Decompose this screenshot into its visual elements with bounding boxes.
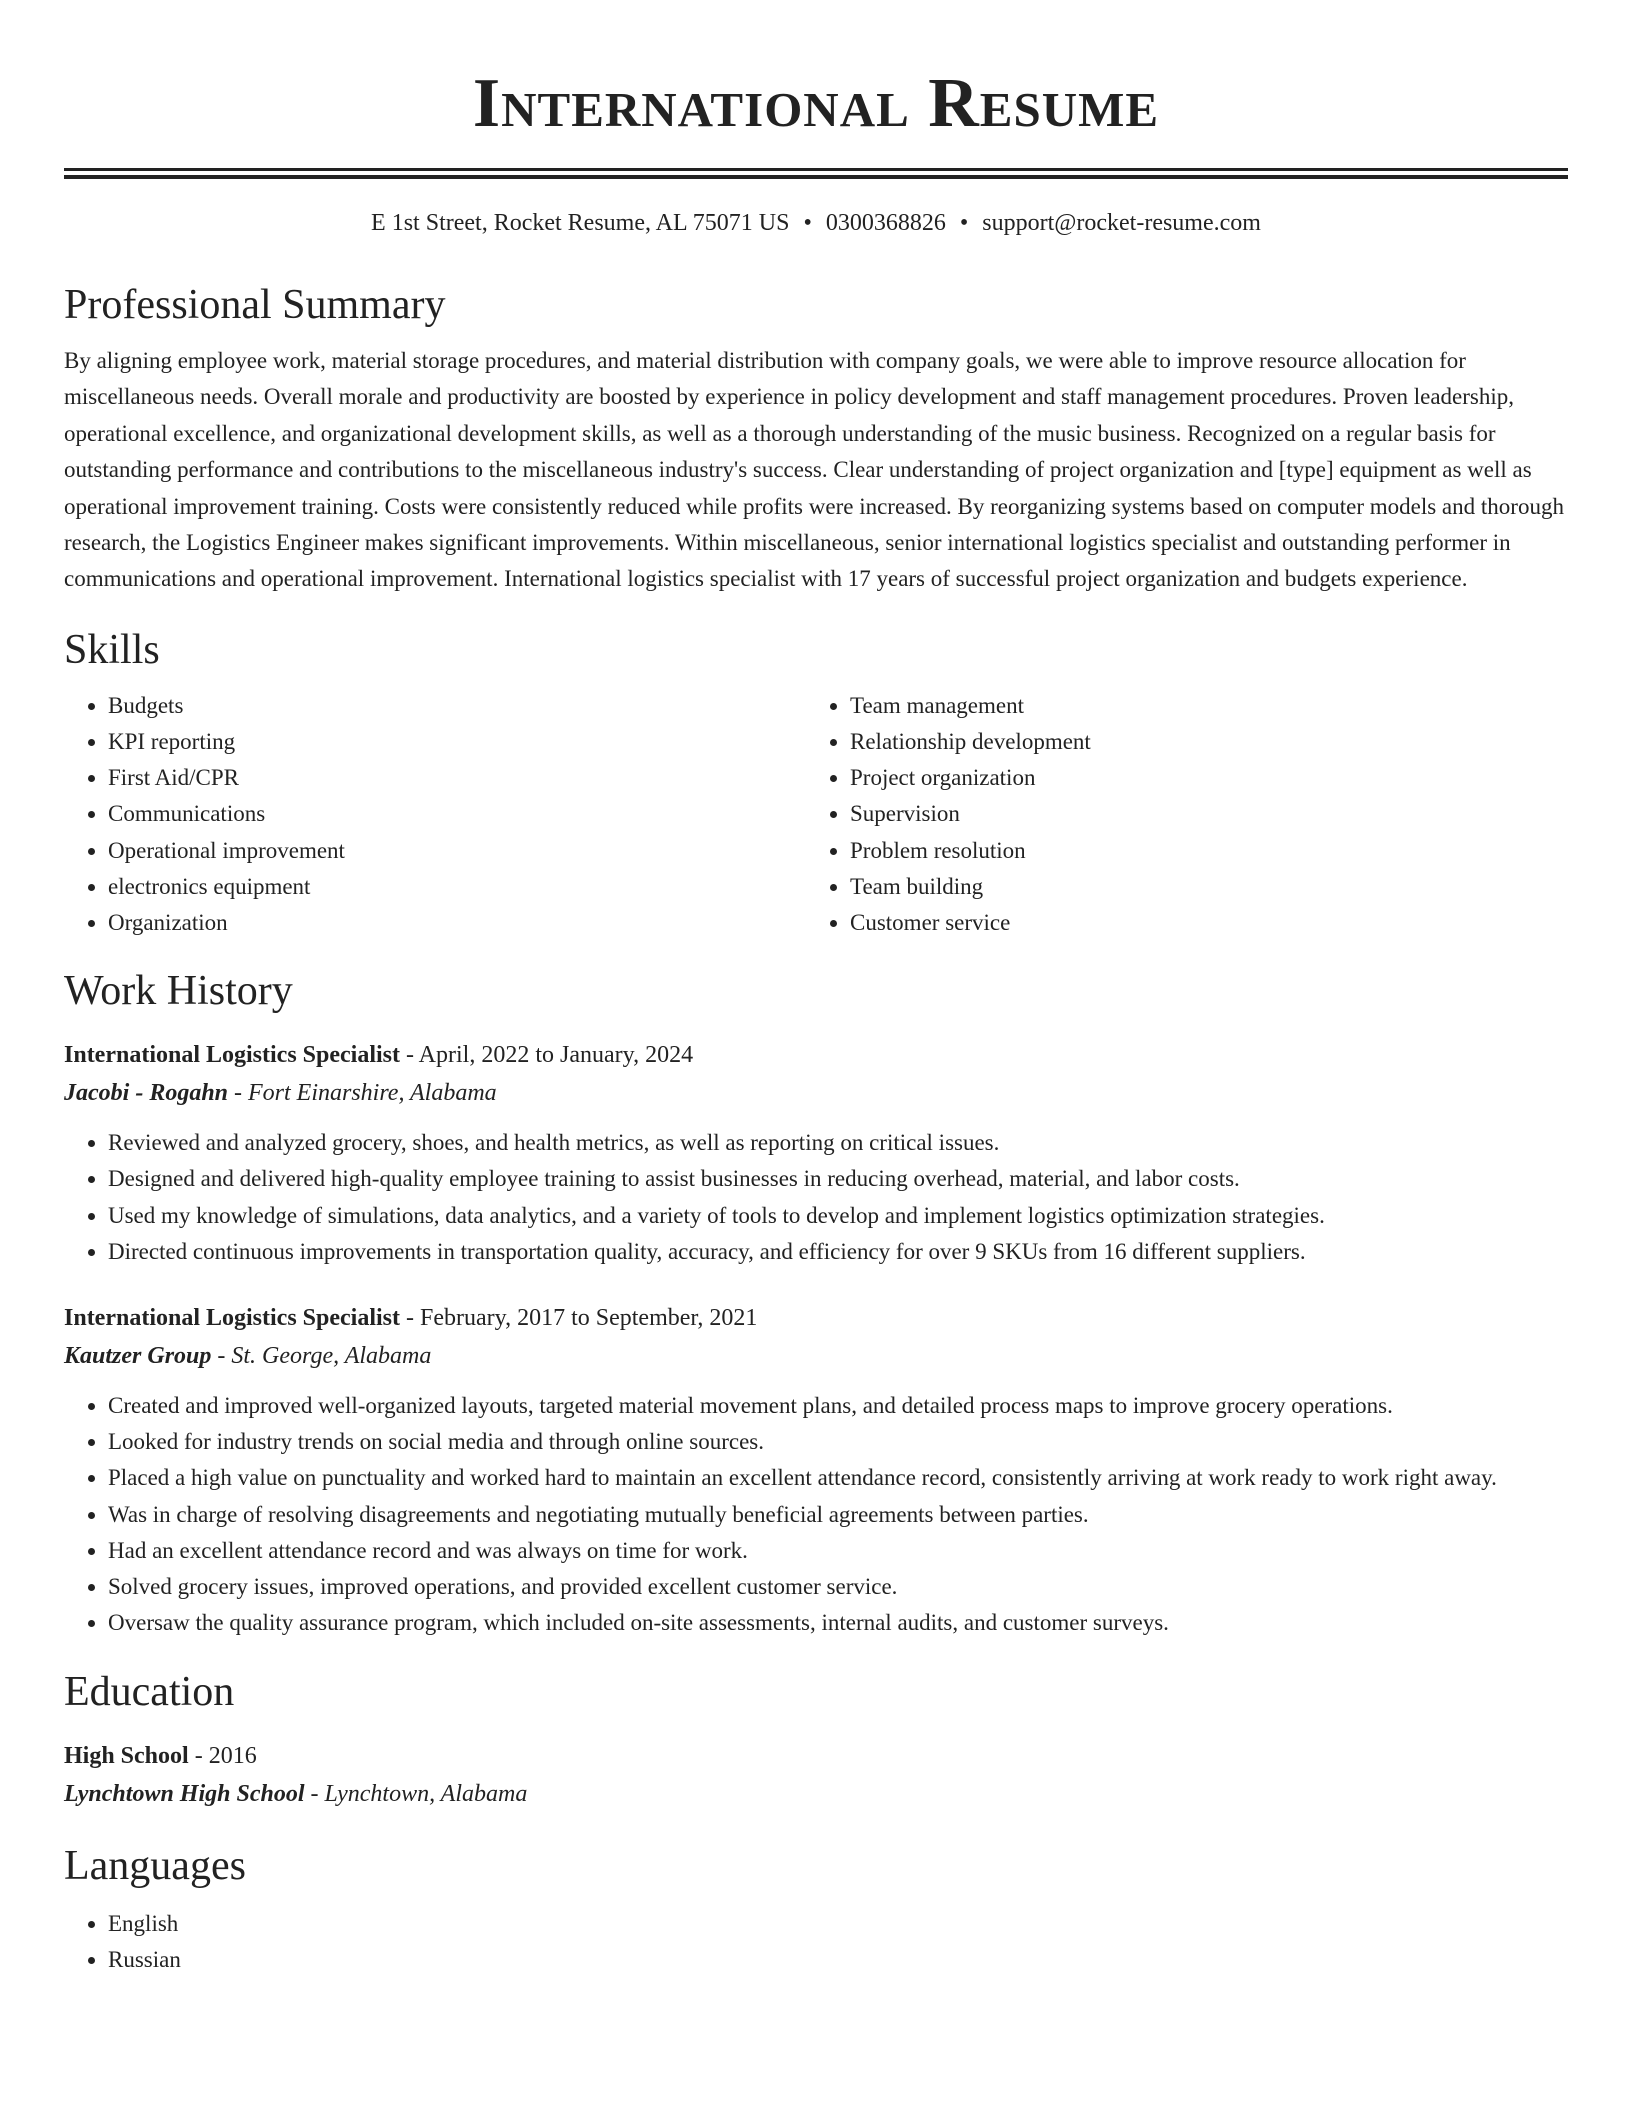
job-title: International Logistics Specialist [64,1042,401,1069]
languages-list [64,1906,1568,1978]
job-bullets [64,1388,1568,1641]
job-dates: - April, 2022 to January, 2024 [406,1042,694,1069]
job-company-line [64,1336,1568,1376]
contact-line [64,207,1568,239]
job-entry [64,1037,1568,1270]
job-title: International Logistics Specialist [64,1305,401,1332]
education-school-line [64,1774,1568,1814]
job-location: - St. George, Alabama [217,1343,432,1370]
section-heading-skills: Skills [64,626,160,673]
contact-email: support@rocket-resume.com [982,210,1261,236]
skill-item: • Organization [108,905,806,941]
skill-item: • Communications [108,796,806,832]
skill-item: • Supervision [850,796,1548,832]
contact-phone: 0300368826 [825,210,946,236]
skill-item: • Operational improvement [108,833,806,869]
job-entry [64,1300,1568,1641]
job-bullet: • Oversaw the quality assurance program, which included on-site assessments, internal audits, and customer surveys. [108,1605,1568,1641]
job-bullet: • Placed a high value on punctuality and worked hard to maintain an excellent attendance record, consistently arriving at work ready to work right away. [108,1460,1568,1496]
job-bullet: • Used my knowledge of simulations, data analytics, and a variety of tools to develop and implement logistics optimization strategies. [108,1198,1568,1234]
skill-item: • First Aid/CPR [108,760,806,796]
job-bullets [64,1125,1568,1270]
job-title-line [64,1300,1568,1336]
job-dates: - February, 2017 to September, 2021 [406,1305,758,1332]
language-item: • Russian [108,1942,1568,1978]
skill-item: • Team building [850,869,1548,905]
education-year: - 2016 [194,1742,257,1769]
job-bullet: • Solved grocery issues, improved operations, and provided excellent customer service. [108,1569,1568,1605]
skill-item: • Customer service [850,905,1548,941]
section-heading-work-history: Work History [64,968,293,1015]
skill-item: • Relationship development [850,724,1548,760]
skill-item: • Project organization [850,760,1548,796]
skill-item: • KPI reporting [108,724,806,760]
skill-item: • Problem resolution [850,833,1548,869]
skills-column-right [806,688,1548,941]
contact-separator: • [959,210,969,236]
job-company: Jacobi - Rogahn [64,1080,229,1107]
education-school: Lynchtown High School [64,1780,305,1807]
section-heading-summary: Professional Summary [64,282,446,328]
section-heading-languages: Languages [64,1842,246,1889]
job-company-line [64,1073,1568,1113]
resume-page [64,0,1568,1978]
job-title-line [64,1037,1568,1073]
summary-text: By aligning employee work, material storage procedures, and material distribution with company goals, we were able to improve resource allocation for miscellaneous needs. Overall morale and productivity are boosted by experience in policy development and staff management procedures. Proven leadership, operational excellence, and organizational development skills, as well as a thorough understanding of the music business. Recognized on a regular basis for outstanding performance and contributions to the miscellaneous industry's success. Clear understanding of project organization and [type] equipment as well as operational improvement training. Costs were consistently reduced while profits were increased. By reorganizing systems based on computer models and thorough research, the Logistics Engineer makes significant improvements. Within miscellaneous, senior international logistics specialist and outstanding performer in communications and operational improvement. International logistics specialist with 17 years of successful project organization and budgets experience. [64,348,1564,592]
title-divider [64,168,1568,179]
education-degree: High School [64,1742,189,1769]
contact-address: E 1st Street, Rocket Resume, AL 75071 US [371,210,790,236]
skill-item: • Budgets [108,688,806,724]
education-entry [64,1738,1568,1814]
skill-item: • Team management [850,688,1548,724]
resume-title: International Resume [472,65,1160,142]
job-location: - Fort Einarshire, Alabama [234,1080,497,1107]
job-bullet: • Reviewed and analyzed grocery, shoes, and health metrics, as well as reporting on critical issues. [108,1125,1568,1161]
education-degree-line [64,1738,1568,1774]
language-item: • English [108,1906,1568,1942]
skills-column-left [64,688,806,941]
job-bullet: • Directed continuous improvements in transportation quality, accuracy, and efficiency for over 9 SKUs from 16 different suppliers. [108,1234,1568,1270]
education-location: - Lynchtown, Alabama [310,1780,528,1807]
job-bullet: • Had an excellent attendance record and was always on time for work. [108,1533,1568,1569]
job-bullet: • Looked for industry trends on social media and through online sources. [108,1424,1568,1460]
job-bullet: • Created and improved well-organized layouts, targeted material movement plans, and detailed process maps to improve grocery operations. [108,1388,1568,1424]
job-bullet: • Was in charge of resolving disagreements and negotiating mutually beneficial agreements between parties. [108,1497,1568,1533]
skill-item: • electronics equipment [108,869,806,905]
section-heading-education: Education [64,1668,235,1715]
job-bullet: • Designed and delivered high-quality employee training to assist businesses in reducing overhead, material, and labor costs. [108,1161,1568,1197]
skills-list [64,688,1568,941]
contact-separator: • [803,210,812,236]
job-company: Kautzer Group [64,1343,212,1370]
